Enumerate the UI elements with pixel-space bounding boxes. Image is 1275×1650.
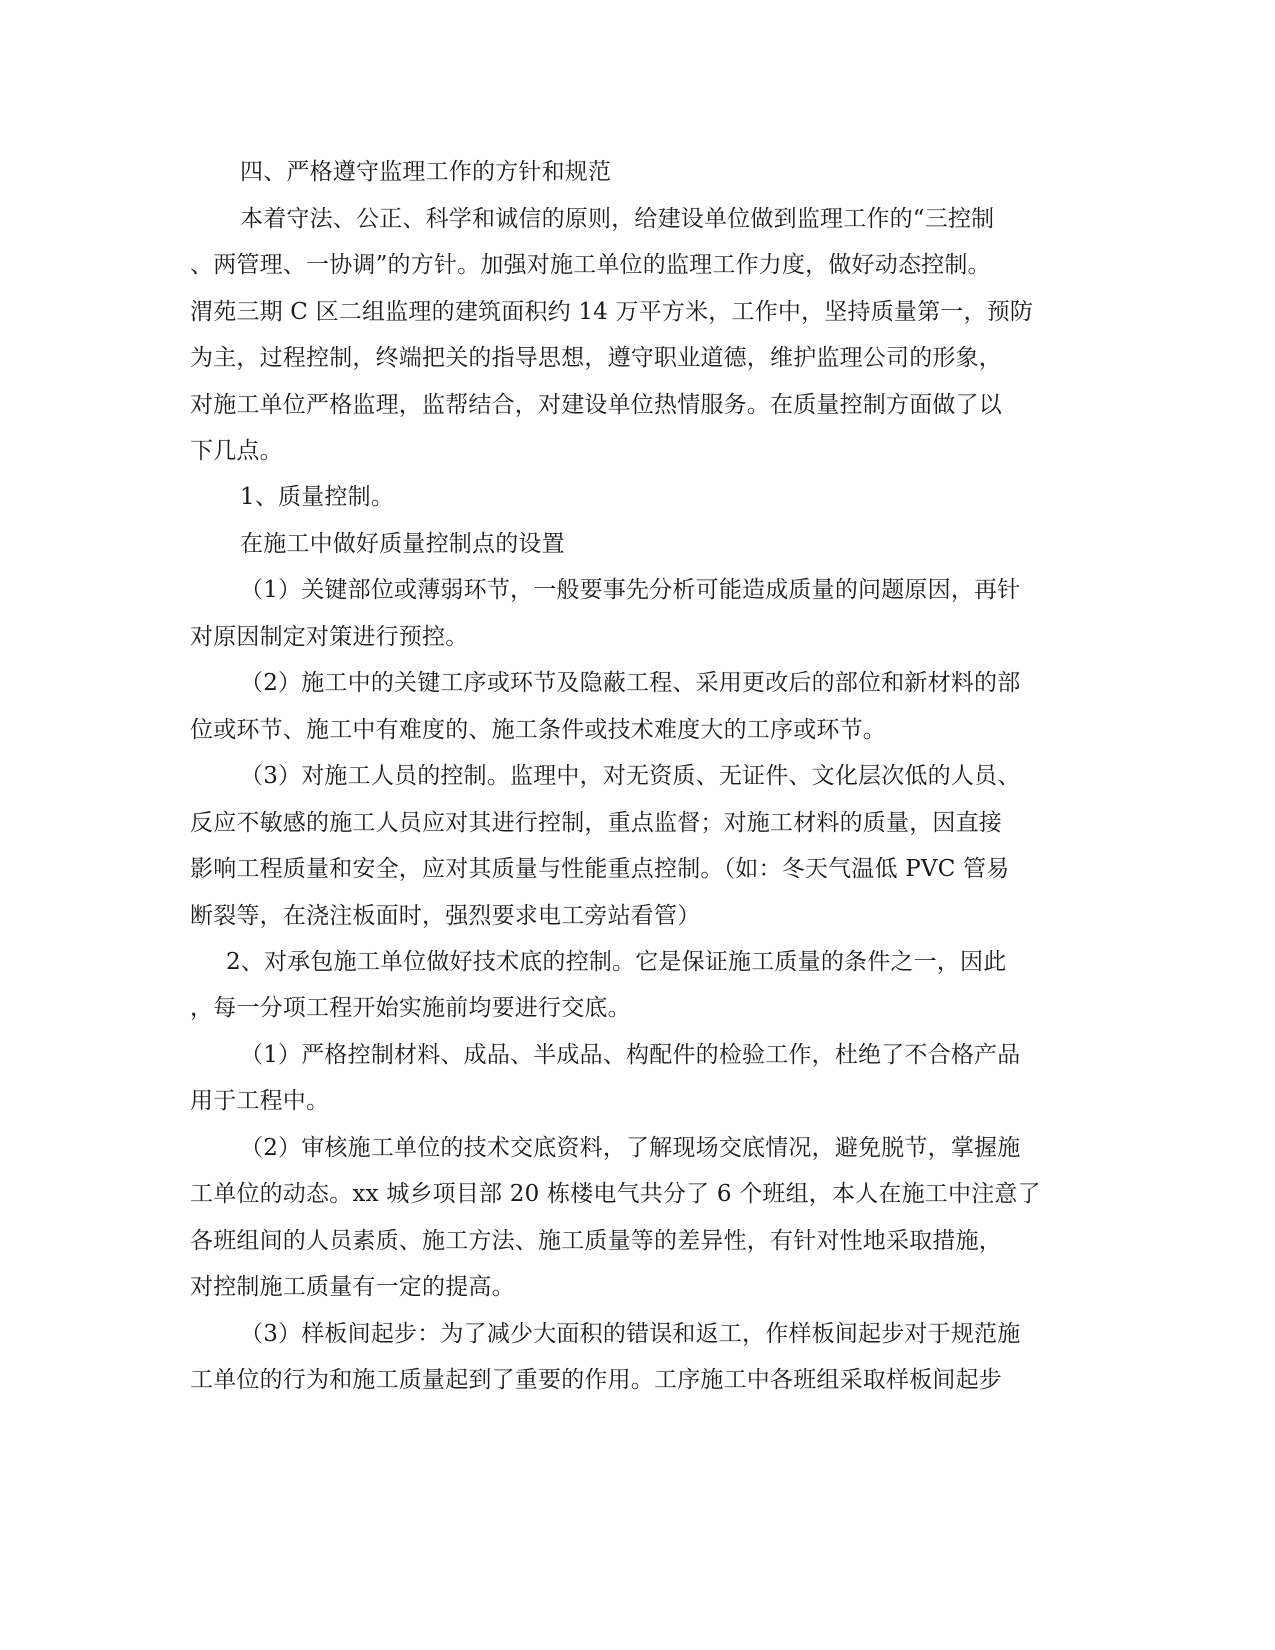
text-line: 各班组间的人员素质、施工方法、施工质量等的差异性，有针对性地采取措施，: [190, 1228, 1002, 1254]
text-line: 工单位的动态。xx 城乡项目部 20 栋楼电气共分了 6 个班组，本人在施工中注意了: [190, 1181, 1041, 1207]
subheading: 1、质量控制。: [240, 484, 395, 510]
section-heading: 四、严格遵守监理工作的方针和规范: [240, 159, 612, 185]
subheading: 2、对承包施工单位做好技术底的控制。它是保证施工质量的条件之一，因此: [226, 949, 1007, 975]
text-line: 本着守法、公正、科学和诚信的原则，给建设单位做到监理工作的“三控制: [240, 206, 995, 232]
text-line: 工单位的行为和施工质量起到了重要的作用。工序施工中各班组采取样板间起步: [190, 1367, 1002, 1393]
text-line: （3）样板间起步：为了减少大面积的错误和返工，作样板间起步对于规范施: [240, 1321, 1021, 1347]
text-line: 对原因制定对策进行预控。: [190, 624, 469, 650]
text-line: 用于工程中。: [190, 1088, 330, 1114]
text-line: 影响工程质量和安全，应对其质量与性能重点控制。（如：冬天气温低 PVC 管易: [190, 856, 1010, 882]
text-line: 为主，过程控制，终端把关的指导思想，遵守职业道德，维护监理公司的形象，: [190, 345, 1002, 371]
text-line: （2）施工中的关键工序或环节及隐蔽工程、采用更改后的部位和新材料的部: [240, 670, 1021, 696]
text-line: 渭苑三期 C 区二组监理的建筑面积约 14 万平方米，工作中，坚持质量第一，预防: [190, 299, 1034, 325]
text-line: 断裂等，在浇注板面时，强烈要求电工旁站看管）: [190, 903, 701, 929]
text-line: （3）对施工人员的控制。监理中，对无资质、无证件、文化层次低的人员、: [240, 763, 1021, 789]
text-line: 、两管理、一协调”的方针。加强对施工单位的监理工作力度，做好动态控制。: [190, 252, 991, 278]
text-line: 下几点。: [190, 438, 283, 464]
text-line: （1）严格控制材料、成品、半成品、构配件的检验工作，杜绝了不合格产品: [240, 1042, 1021, 1068]
text-line: 在施工中做好质量控制点的设置: [240, 531, 565, 557]
text-line: （2）审核施工单位的技术交底资料，了解现场交底情况，避免脱节，掌握施: [240, 1135, 1021, 1161]
text-line: 反应不敏感的施工人员应对其进行控制，重点监督；对施工材料的质量，因直接: [190, 810, 1002, 836]
text-line: 对施工单位严格监理，监帮结合，对建设单位热情服务。在质量控制方面做了以: [190, 392, 1002, 418]
text-line: 对控制施工质量有一定的提高。: [190, 1274, 515, 1300]
text-line: （1）关键部位或薄弱环节，一般要事先分析可能造成质量的问题原因，再针: [240, 577, 1021, 603]
text-line: 位或环节、施工中有难度的、施工条件或技术难度大的工序或环节。: [190, 717, 886, 743]
text-line: ，每一分项工程开始实施前均要进行交底。: [190, 995, 631, 1021]
